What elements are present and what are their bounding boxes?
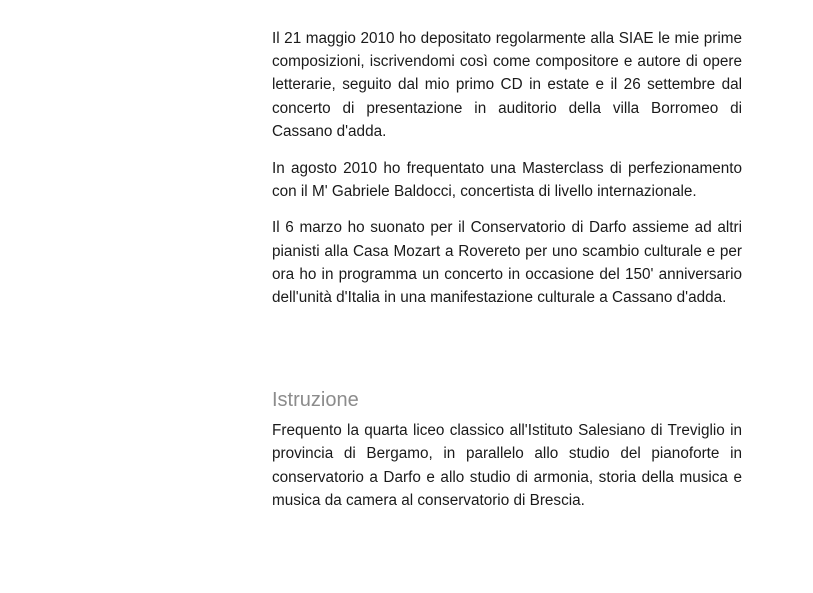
paragraph-istruzione: Frequento la quarta liceo classico all'Istituto Salesiano di Treviglio in provincia di Bergamo, in parallelo allo studio del pianoforte in conservatorio a Darfo e allo studio di armonia, storia della musica e musica da camera al conservatorio di Brescia. [272,422,742,509]
document-content [272,27,742,512]
paragraph-siae: Il 21 maggio 2010 ho depositato regolarmente alla SIAE le mie prime composizioni, iscrivendomi così come compositore e autore di opere letterarie, seguito dal mio primo CD in estate e il 26 settembre dal concerto di presentazione in auditorio della villa Borromeo di Cassano d'adda. [272,30,742,140]
section-title-istruzione: Istruzione [272,389,359,412]
paragraph-conservatorio: Il 6 marzo ho suonato per il Conservatorio di Darfo assieme ad altri pianisti alla Casa Mozart a Rovereto per uno scambio culturale e per ora ho in programma un concerto in occasione del 150' anniversario dell'unità d'Italia in una manifestazione culturale a Cassano d'adda. [272,219,742,307]
paragraph-masterclass: In agosto 2010 ho frequentato una Masterclass di perfezionamento con il M' Gabriele Baldocci, concertista di livello internazionale. [272,160,742,201]
